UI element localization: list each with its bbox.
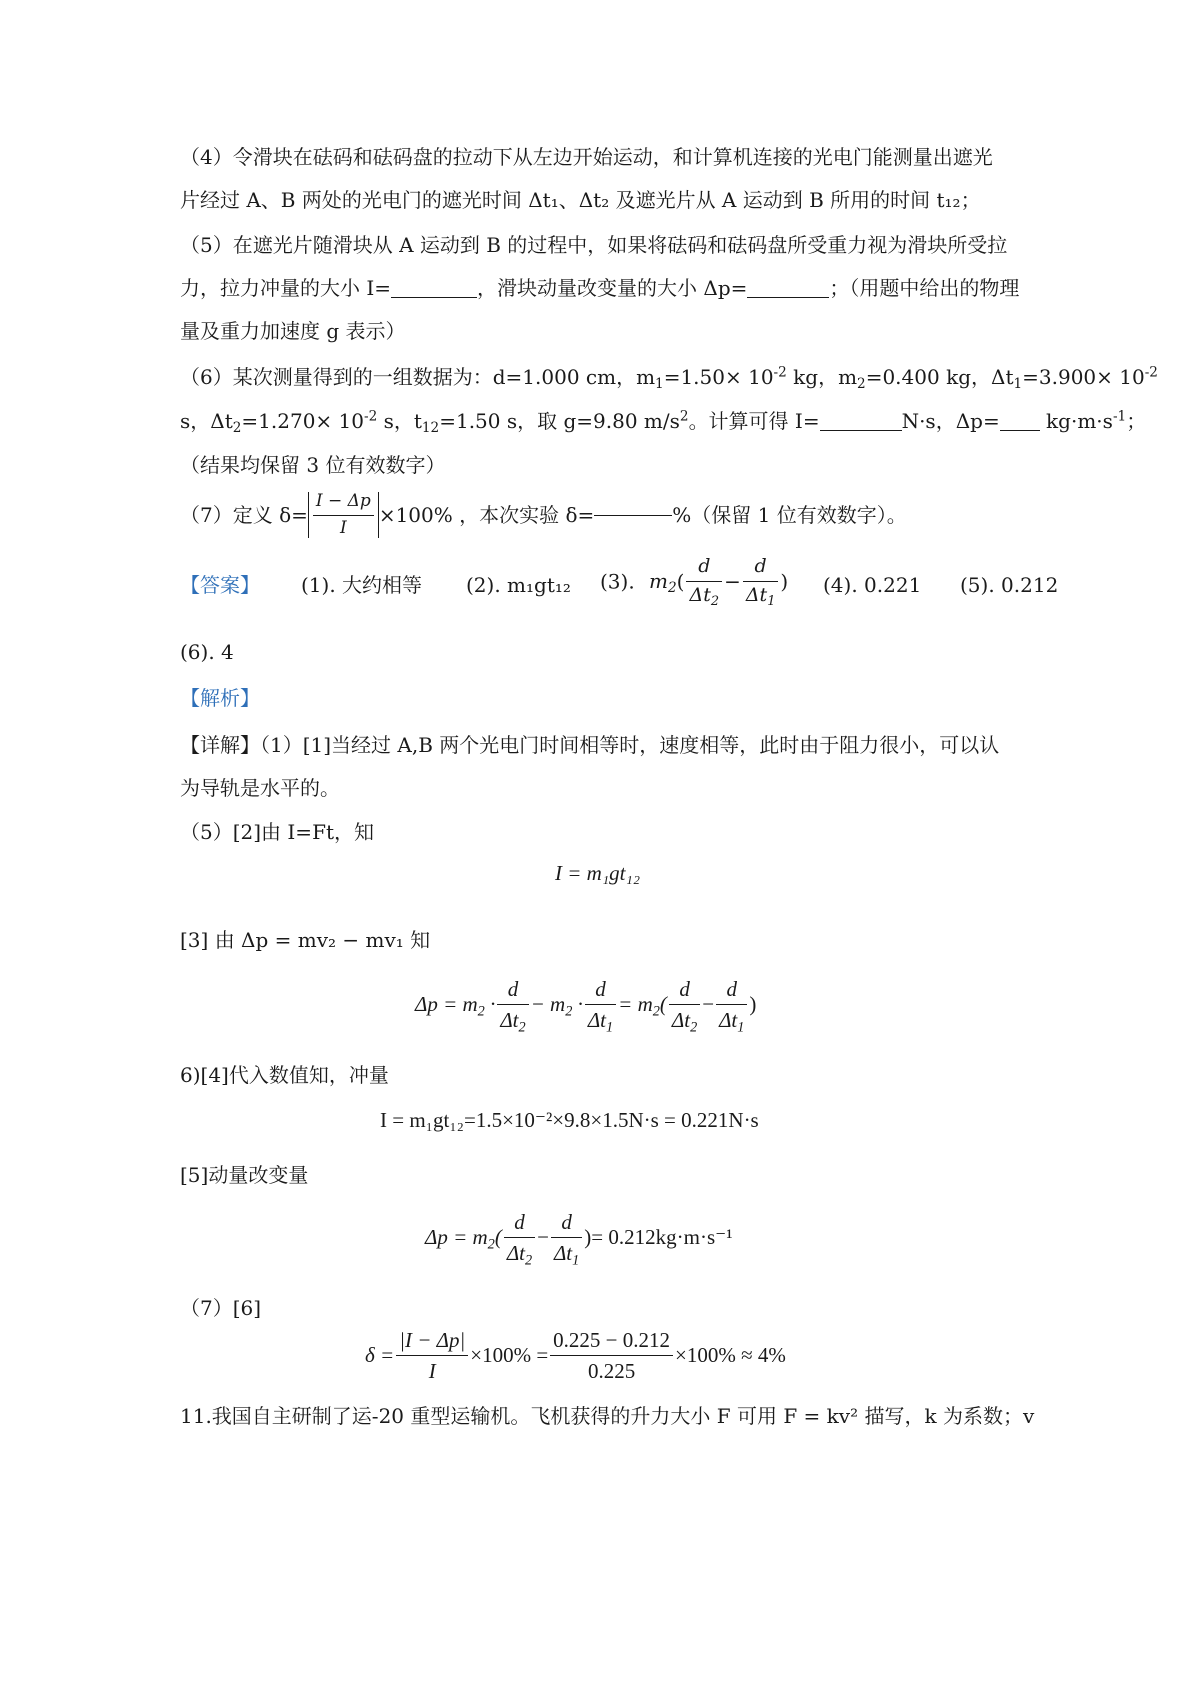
step5-line: （5）[2]由 I=Ft，知 (180, 820, 374, 844)
step5b-line: [5]动量改变量 (180, 1163, 309, 1187)
answer-3: (3). $m_2$( $\frac{d}{\Delta t_2}$ − $\frac{d}{\Delta t_1}$ ) (600, 555, 789, 609)
q6-t2: =1.50× 10 (663, 365, 774, 389)
q5-text-c: ；（用题中给出的物理 (829, 276, 1020, 300)
equation-impulse-value: I = m₁gt₁₂=1.5×10⁻²×9.8×1.5N·s = 0.221N·s (380, 1108, 759, 1132)
q6-line-3: （结果均保留 3 位有效数字） (180, 453, 446, 477)
q6-line-2: s，$\Delta t_2=1.270\times 10^{-2}$ s，$t_{12}=1.50$ s，取 g=9.80 $m/s^2$。计算可得 I= N·s，$\Delta p= kg\cdot m\cdot s^{-1}$； (180, 408, 1147, 437)
q6-t1: （6）某次测量得到的一组数据为：d=1.000 cm，m (180, 365, 656, 389)
q6-t8: s，t (377, 409, 422, 433)
equation-momentum-change: $\Delta p = m_2$ · $\frac{d}{\Delta t_2}$ − $m_2$ · $\frac{d}{\Delta t_1}$ = $m_2$( $\frac{d}{\Delta t_2}$ − $\frac{d}{\Delta t_1}$ ) (415, 977, 757, 1036)
q5-text-a: 力，拉力冲量的大小 I= (180, 276, 392, 300)
detail-line-1 (180, 735, 999, 755)
q6-exp-3: -2 (363, 408, 378, 425)
momentum-value-blank (1000, 429, 1040, 431)
q6-t4: =0.400 kg，Δt (865, 365, 1014, 389)
q7-abs-fraction (308, 492, 379, 538)
detail-text-1: （1）[1]当经过 A,B 两个光电门时间相等时，速度相等，此时由于阻力很小，可以认 (260, 733, 1000, 757)
q11-line-1: 11.我国自主研制了运-20 重型运输机。飞机获得的升力大小 F 可用 F = kv² 描写，k 为系数；v (180, 1404, 1035, 1428)
analysis-label: 【解析】 (180, 686, 260, 710)
equation-momentum-tail: = 0.212kg·m·s⁻¹ (591, 1225, 733, 1250)
answer-3-prefix: (3). (600, 569, 635, 594)
q6-t10: 。计算可得 I= (688, 409, 820, 433)
delta-tail: ×100% ≈ 4% (675, 1343, 786, 1368)
q7-denominator: I (340, 517, 347, 538)
answer-5: (5). 0.212 (960, 573, 1059, 597)
q6-line-1: （6）某次测量得到的一组数据为：d=1.000 cm，$m_1=1.50\times 10^{-2}$ kg，$m_2=0.400$ kg，$\Delta t_1=3.900\times 10^{-2}$ (180, 364, 1158, 393)
q7-prefix: （7）定义 δ= (180, 503, 308, 528)
detail-label: 【详解】 (180, 733, 260, 757)
q4-line-2: 片经过 A、B 两处的光电门的遮光时间 Δt₁、Δt₂ 及遮光片从 A 运动到 B 所用的时间 t₁₂； (180, 188, 981, 212)
delta-answer-blank (594, 514, 672, 516)
equation-impulse: I = m₁gt₁₂ (555, 861, 641, 885)
q7-mult: ×100% ，本次实验 δ= (378, 503, 595, 528)
momentum-answer-blank (747, 296, 829, 298)
q7-line (180, 492, 907, 538)
q5-line-1: （5）在遮光片随滑块从 A 运动到 B 的过程中，如果将砝码和砝码盘所受重力视为滑块所受拉 (180, 233, 1008, 257)
q6-exp-1: -2 (773, 364, 787, 381)
equation-delta: δ = $\frac{|I - \Delta p|}{I}$ ×100% = $\frac{0.225 - 0.212}{0.225}$ ×100% ≈ 4% (365, 1328, 786, 1384)
q5-text-b: ，滑块动量改变量的大小 Δp= (477, 276, 748, 300)
impulse-answer-blank (391, 296, 477, 298)
answer-4: (4). 0.221 (823, 573, 922, 597)
answer-1: (1). 大约相等 (301, 573, 423, 597)
q7-numerator: I − Δp (313, 492, 374, 516)
step3-line: [3] 由 Δp = mv₂ − mv₁ 知 (180, 928, 431, 952)
q6-t7: =1.270× 10 (241, 409, 364, 433)
answer-label: 【答案】 (180, 573, 260, 597)
q4-line-1: （4）令滑块在砝码和砝码盘的拉动下从左边开始运动，和计算机连接的光电门能测量出遮光 (180, 145, 993, 169)
step6-line: 6)[4]代入数值知，冲量 (180, 1063, 389, 1087)
step7-line: （7）[6] (180, 1296, 262, 1320)
q5-line-3: 量及重力加速度 g 表示） (180, 319, 406, 343)
q7-suffix: %（保留 1 位有效数字）。 (672, 503, 907, 528)
q5-line-2 (180, 278, 1019, 298)
delta-denominator-2: 0.225 (587, 1359, 636, 1384)
q6-t11: N·s，Δp= (901, 409, 1000, 433)
delta-numerator-1: |I − Δp| (396, 1328, 468, 1356)
q6-t9: =1.50 s，取 g=9.80 m/s (439, 409, 680, 433)
delta-numerator-2: 0.225 − 0.212 (550, 1328, 673, 1356)
impulse-value-blank (820, 429, 902, 431)
answer-2: (2). m₁gt₁₂ (466, 573, 571, 597)
q6-exp-2: -2 (1144, 364, 1158, 381)
q6-t6: s，Δt (180, 409, 233, 433)
q6-t5: =3.900× 10 (1022, 365, 1145, 389)
detail-line-2: 为导轨是水平的。 (180, 776, 340, 800)
answer-6: (6). 4 (180, 640, 234, 664)
q6-t3: kg，m (786, 365, 858, 389)
delta-denominator-1: I (428, 1359, 436, 1384)
q6-t12: kg·m·s (1039, 409, 1113, 433)
equation-momentum-value: $\Delta p = m_2$( $\frac{d}{\Delta t_2}$ − $\frac{d}{\Delta t_1}$ )= 0.212kg·m·s⁻¹ (425, 1210, 733, 1269)
